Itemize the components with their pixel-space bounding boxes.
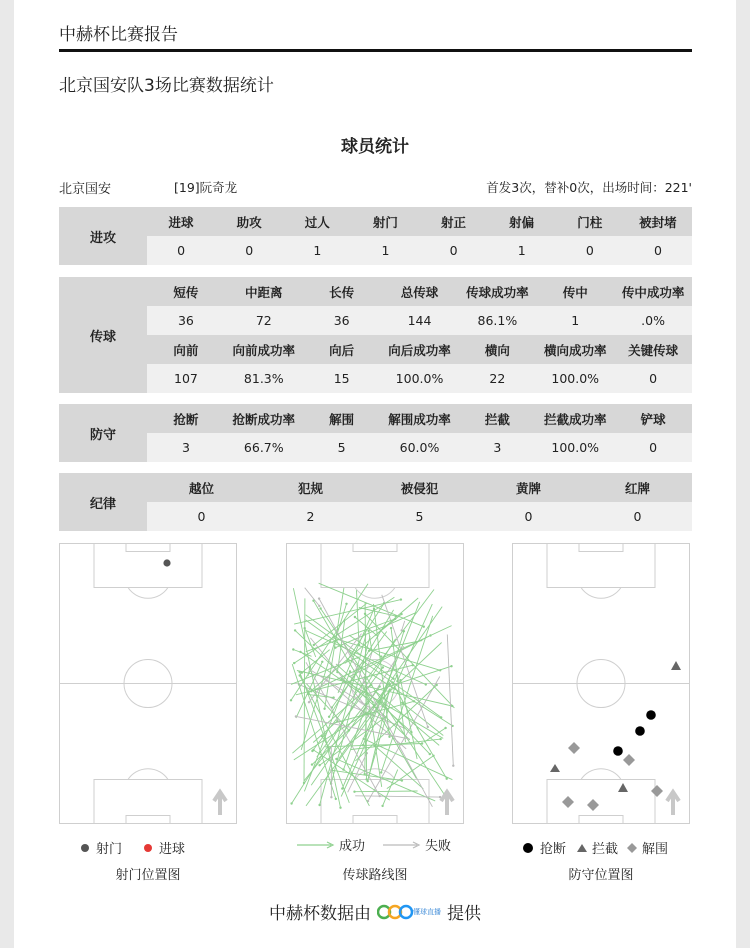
stat-header: 拦截 [484,411,510,427]
defense-label: 防守 [59,404,147,462]
pass-origin-point [396,680,398,682]
stat-value: 0 [649,371,658,386]
pass-origin-point [388,736,390,738]
pass-origin-point [353,791,355,793]
clearance-marker [568,742,580,754]
pass-map-pitch [286,543,464,824]
attack-stats [59,207,692,265]
pass-origin-point [349,670,351,672]
legend-goal: 进球 [144,838,185,857]
stat-value: 81.3% [243,371,284,386]
pass-route-fail [447,635,453,766]
dongqiu-logo: 懂球直播 [377,901,441,923]
pass-origin-point [341,678,343,680]
stat-header: 总传球 [400,284,439,300]
pass-origin-point [423,626,425,628]
pass-origin-point [364,712,366,714]
passing-label: 传球 [59,277,147,393]
goal-dot-icon [144,844,152,852]
stat-value: 0 [449,243,458,258]
footer-prefix: 中赫杯数据由 [269,904,371,924]
pass-origin-point [380,771,382,773]
stat-header: 传中成功率 [621,284,685,300]
stat-value: 100.0% [395,371,444,386]
pass-origin-point [400,598,402,600]
stat-header: 向后成功率 [388,342,451,358]
shot-marker [163,559,170,566]
legend-tackle: 抢断 [523,838,566,857]
stat-value: .0% [641,313,665,328]
pass-origin-point [392,678,394,680]
stat-header: 射门 [372,214,398,230]
clearance-marker [651,785,663,797]
stat-header: 门柱 [577,214,603,230]
pass-origin-point [412,664,414,666]
pass-origin-point [365,778,367,780]
pass-origin-point [374,690,376,692]
stat-value: 5 [415,509,424,524]
stat-value: 36 [177,313,194,328]
pass-origin-point [345,603,347,605]
pass-origin-point [311,763,313,765]
stat-value: 0 [653,243,662,258]
pass-map-legend [297,835,451,854]
stat-value: 100.0% [551,440,600,455]
stat-header: 中距离 [245,284,283,300]
pass-origin-point [368,630,370,632]
pass-origin-point [439,738,441,740]
defense-header-row [147,404,692,433]
stat-value: 100.0% [551,371,600,386]
stat-value: 60.0% [399,440,440,455]
discipline-label: 纪律 [59,473,147,531]
pass-origin-point [357,656,359,658]
shot-map-pitch [59,543,237,824]
stat-value: 0 [197,509,206,524]
stat-value: 0 [649,440,658,455]
pass-origin-point [450,665,452,667]
pass-origin-point [381,805,383,807]
fail-arrow-icon [383,840,421,850]
pass-routes [290,583,455,809]
pass-origin-point [321,661,323,663]
pass-origin-point [429,753,431,755]
pass-origin-point [290,802,292,804]
player-name: [19]阮奇龙 [174,180,238,195]
stat-value: 144 [407,313,432,328]
stat-value: 0 [524,509,533,524]
pass-origin-point [421,742,423,744]
shot-map-caption: 射门位置图 [115,868,181,883]
discipline-header-row [147,473,692,502]
pass-origin-point [425,683,427,685]
pass-origin-point [294,629,296,631]
stat-header: 解围 [329,411,355,427]
stat-header: 向前成功率 [232,342,296,358]
attack-header-row [147,207,692,236]
defense-stats [59,404,692,462]
tackle-marker [613,746,623,756]
tackle-marker [646,710,656,720]
pass-origin-point [342,768,344,770]
pass-origin-point [354,616,356,618]
pass-route-success [304,598,305,783]
legend-fail: 失败 [383,835,451,854]
pass-origin-point [312,749,314,751]
pass-origin-point [299,651,301,653]
stat-value: 66.7% [243,440,284,455]
stat-value: 1 [571,313,580,328]
pass-origin-point [393,687,395,689]
clearance-marker [623,754,635,766]
pass-origin-point [339,807,341,809]
stat-value: 107 [174,371,198,386]
stat-header: 向前 [173,342,199,358]
pass-origin-point [429,634,431,636]
shot-map-legend [81,838,185,857]
legend-success: 成功 [297,835,365,854]
defense-value-row [147,433,692,462]
stat-header: 射偏 [509,214,535,230]
pass-origin-point [348,729,350,731]
stat-header: 抢断 [173,411,199,427]
pass-origin-point [336,671,338,673]
stat-value: 0 [633,509,642,524]
stat-header: 抢断成功率 [232,411,296,427]
pass-origin-point [290,699,292,701]
stat-value: 72 [255,313,272,328]
legend-shot: 射门 [81,838,122,857]
stat-value: 0 [585,243,594,258]
pass-origin-point [328,716,330,718]
passing-header-row-2 [147,335,692,364]
interception-marker [618,783,628,792]
pass-origin-point [292,648,294,650]
interception-marker [550,764,560,772]
attack-value-row [147,236,692,265]
pass-map-caption: 传球路线图 [342,868,408,883]
stat-header: 向后 [329,342,355,358]
pass-origin-point [318,605,320,607]
stat-header: 过人 [304,214,330,230]
title-divider [59,49,692,52]
pass-origin-point [439,669,441,671]
stat-value: 15 [333,371,350,386]
stat-value: 0 [177,243,186,258]
pass-route-success [369,641,422,651]
stat-header: 红牌 [624,480,650,496]
pass-origin-point [304,627,306,629]
legend-intercept: 拦截 [576,838,618,857]
pass-origin-point [332,696,334,698]
discipline-stats [59,473,692,531]
stat-header: 铲球 [640,411,666,427]
diamond-icon [626,842,638,854]
footer-suffix: 提供 [447,904,481,924]
pass-origin-point [390,627,392,629]
pass-origin-point [452,765,454,767]
team-name: 北京国安 [59,182,112,197]
direction-arrow-icon [441,792,453,815]
stat-header: 横向 [484,342,510,358]
pass-route-success [314,750,390,800]
stat-value: 3 [493,440,502,455]
pass-origin-point [313,644,315,646]
report-title: 中赫杯比赛报告 [59,25,178,45]
stat-header: 传中 [562,284,588,300]
stat-header: 长传 [329,284,355,300]
stat-header: 短传 [173,284,199,300]
stat-header: 进球 [168,214,194,230]
pass-origin-point [382,666,384,668]
pass-origin-point [436,684,438,686]
footer-credit [14,899,736,924]
stat-header: 被侵犯 [400,480,439,496]
stat-value: 36 [333,313,350,328]
pass-origin-point [318,764,320,766]
stat-value: 5 [337,440,346,455]
pass-origin-point [379,795,381,797]
stat-header: 黄牌 [515,480,541,496]
report-subtitle: 北京国安队3场比赛数据统计 [59,76,274,96]
stat-value: 0 [245,243,254,258]
defense-map-pitch [512,543,690,824]
passing-value-row-2 [147,364,692,393]
success-arrow-icon [297,840,335,850]
defense-map-caption: 防守位置图 [568,868,634,883]
direction-arrow-icon [214,792,226,815]
stat-value: 1 [517,243,526,258]
pass-origin-point [379,685,381,687]
attack-label: 进攻 [59,207,147,265]
stat-header: 越位 [188,480,214,496]
stat-value: 1 [313,243,322,258]
pass-origin-point [318,804,320,806]
player-info-row [59,178,692,196]
pass-origin-point [363,738,365,740]
pass-origin-point [308,701,310,703]
clearance-marker [562,796,574,808]
section-title: 球员统计 [341,137,409,157]
pass-origin-point [335,758,337,760]
appearance-summary: 首发3次，替补0次，出场时间：221' [486,180,692,195]
pass-origin-point [293,662,295,664]
passing-value-row-1 [147,306,692,335]
pass-origin-point [401,702,403,704]
defense-map-legend [523,838,668,857]
stat-header: 传球成功率 [466,284,529,300]
pass-origin-point [330,796,332,798]
stat-header: 助攻 [236,214,262,230]
stat-value: 3 [181,440,190,455]
pass-origin-point [318,597,320,599]
pass-origin-point [444,727,446,729]
pass-origin-point [399,679,401,681]
legend-clear: 解围 [626,838,668,857]
tackle-dot-icon [523,843,533,853]
tackle-marker [635,726,645,736]
stat-header: 犯规 [297,480,323,496]
pass-origin-point [451,705,453,707]
clearance-marker [587,799,599,811]
pass-route-success [383,770,398,806]
pass-origin-point [401,779,403,781]
triangle-icon [576,843,588,853]
stat-header: 拦截成功率 [543,411,607,427]
pass-origin-point [319,607,321,609]
pass-route-success [355,791,418,792]
stat-value: 86.1% [477,313,518,328]
stat-header: 解围成功率 [388,411,451,427]
stat-header: 关键传球 [628,342,679,358]
report-page [14,0,736,948]
pass-origin-point [323,708,325,710]
interception-marker [671,661,681,670]
pass-route-fail [305,588,320,606]
pass-origin-point [295,715,297,717]
pass-origin-point [370,684,372,686]
pass-origin-point [427,726,429,728]
passing-header-row-1 [147,277,692,306]
discipline-value-row [147,502,692,531]
pass-origin-point [335,798,337,800]
pass-origin-point [312,600,314,602]
stat-value: 22 [489,371,506,386]
stat-value: 1 [381,243,390,258]
passing-stats [59,277,692,393]
pass-origin-point [298,671,300,673]
shot-dot-icon [81,844,89,852]
pass-origin-point [362,744,364,746]
pass-origin-point [432,755,434,757]
direction-arrow-icon [667,792,679,815]
stat-header: 射正 [441,214,467,230]
stat-value: 2 [306,509,315,524]
stat-header: 被封堵 [639,214,677,230]
stat-header: 横向成功率 [543,342,607,358]
